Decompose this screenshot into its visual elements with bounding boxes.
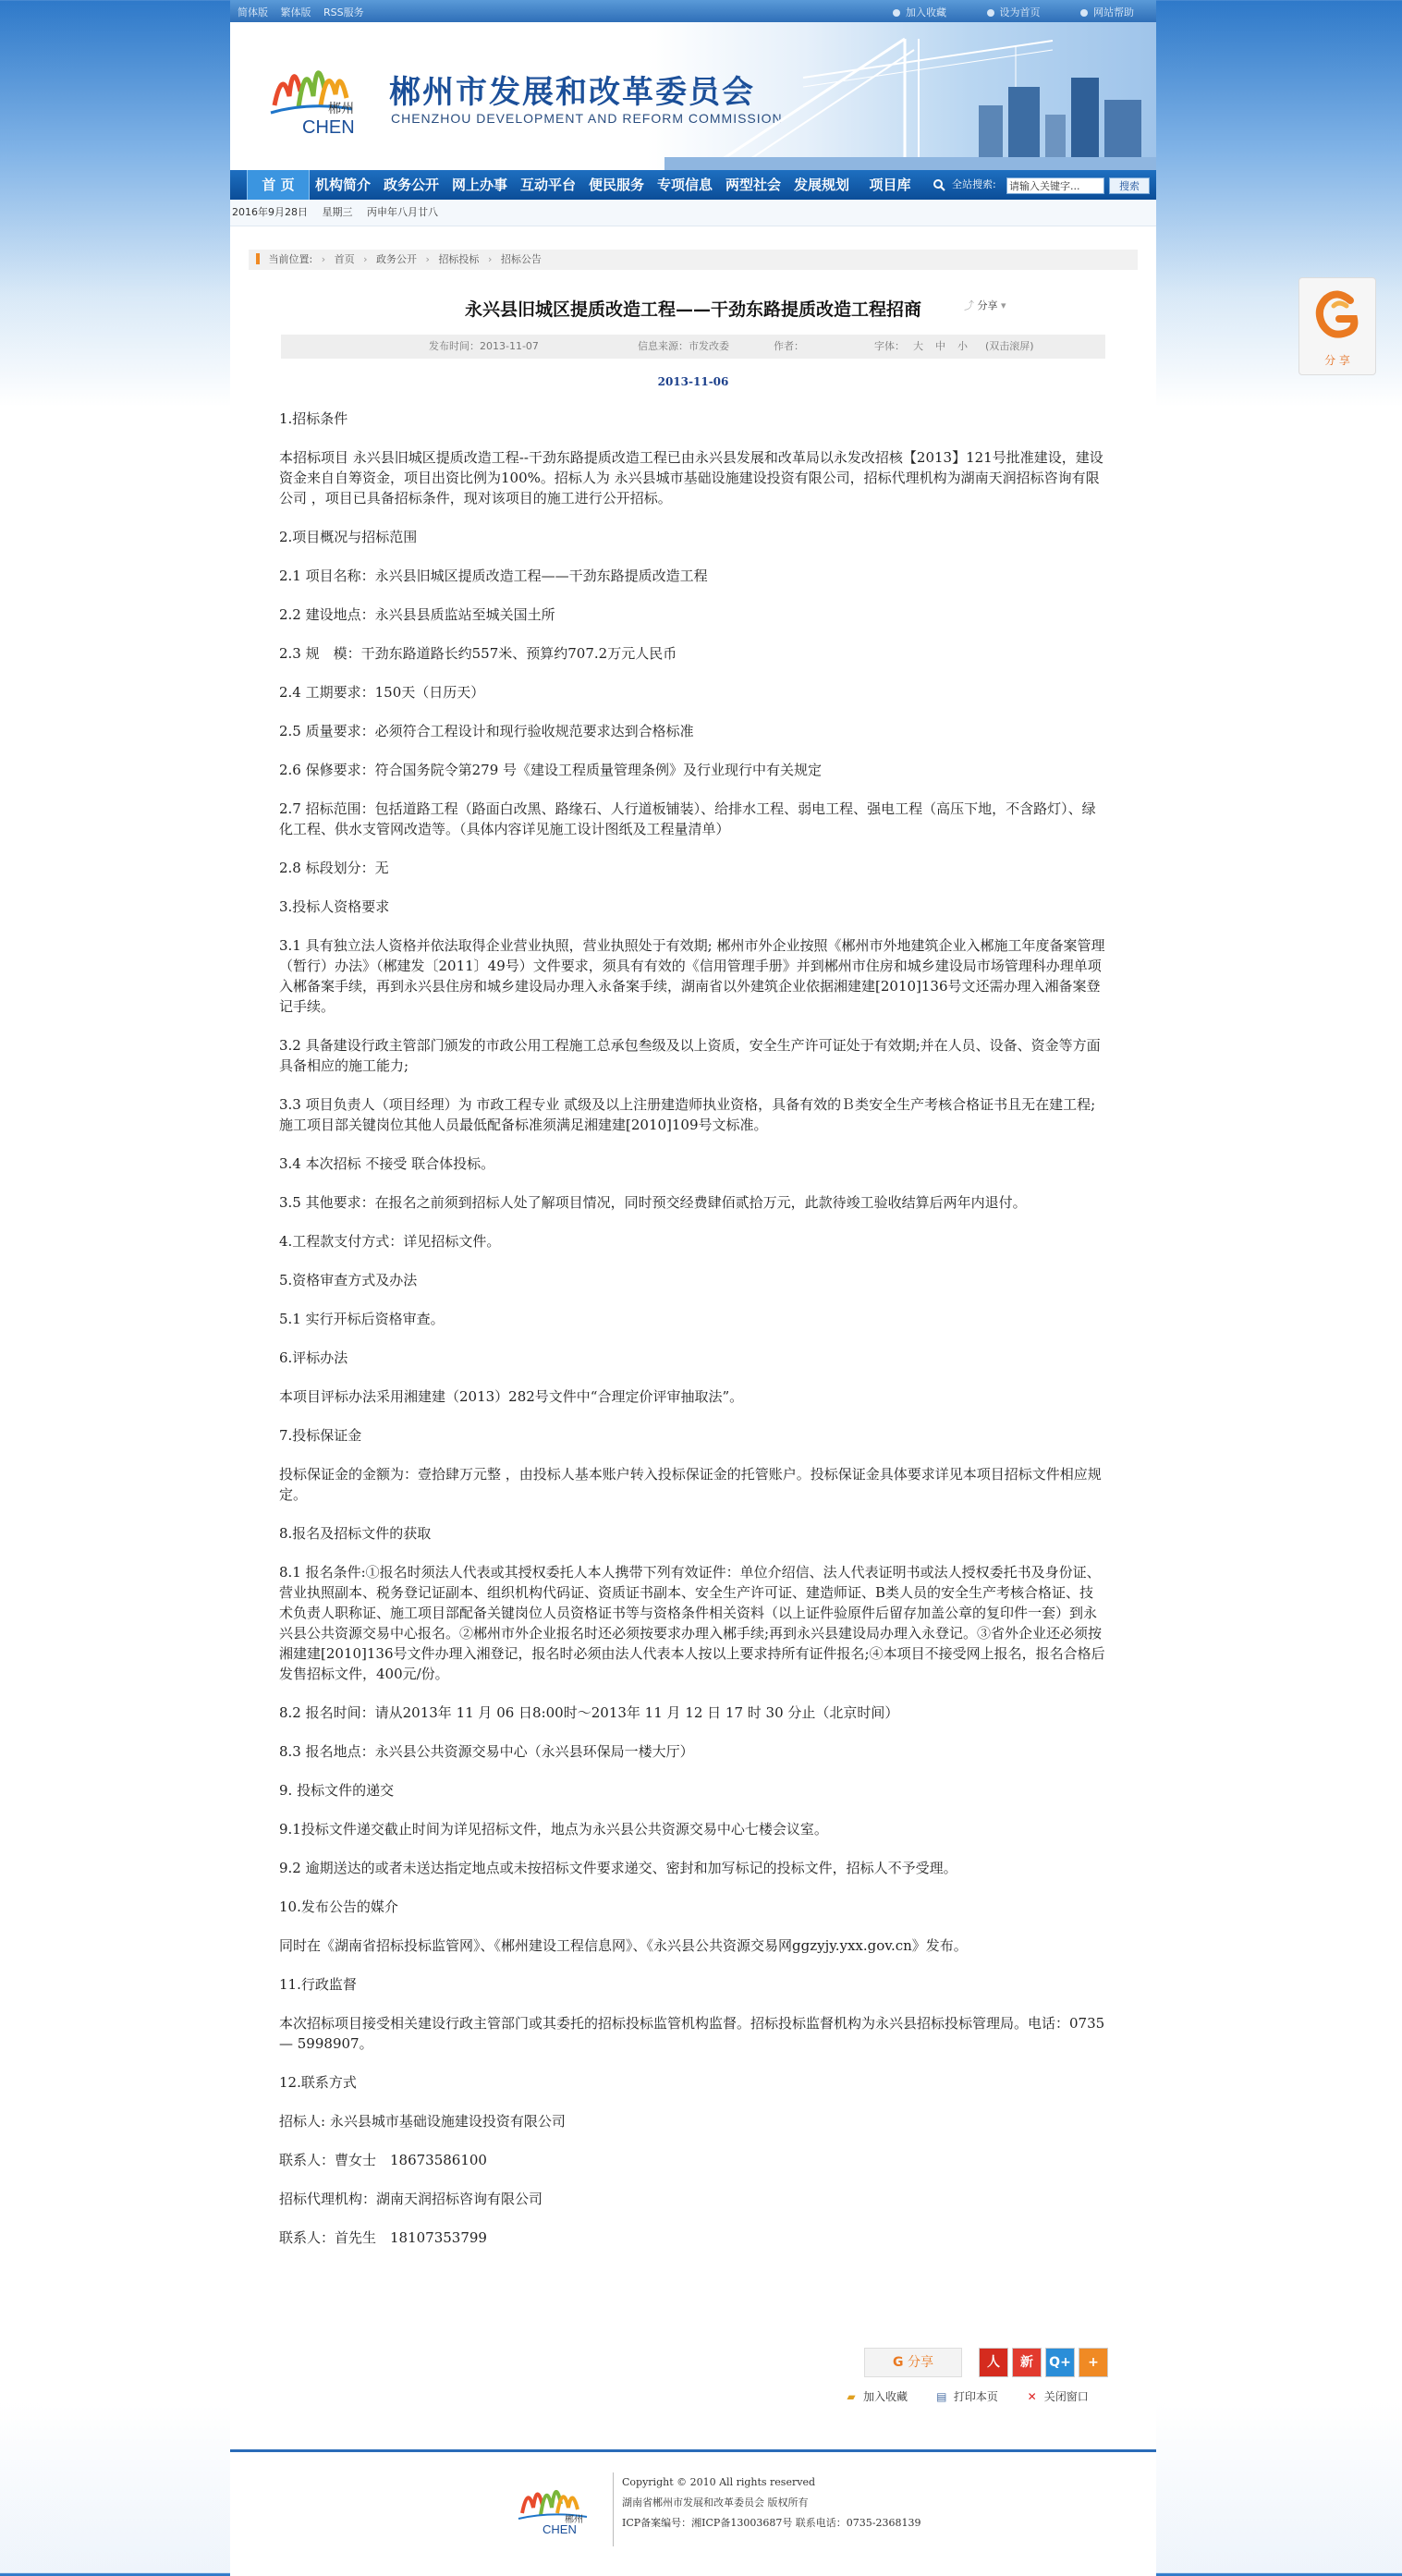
breadcrumb-separator: ›: [425, 253, 430, 265]
date-bar: [230, 200, 1156, 226]
article-paragraph: 9. 投标文件的递交: [279, 1782, 395, 1799]
print-button[interactable]: ▤ 打印本页: [936, 2390, 998, 2403]
lunar-date: 丙申年八月廿八: [367, 206, 438, 218]
share-more-icon[interactable]: +: [1079, 2348, 1108, 2377]
add-favorite-button[interactable]: ▰ 加入收藏: [845, 2390, 908, 2403]
article-paragraph: 2.项目概况与招标范围: [279, 529, 418, 545]
article-paragraph: 3.5 其他要求：在报名之前须到招标人处了解项目情况，同时预交经费肆佰贰拾万元，此款待竣工验收结算后两年内退付。: [279, 1194, 1027, 1211]
dot-icon: [987, 9, 994, 17]
breadcrumb-separator: ›: [487, 253, 493, 265]
printer-icon: ▤: [936, 2390, 947, 2403]
topbar-left: [238, 5, 373, 19]
share-small-button[interactable]: [964, 298, 1006, 312]
article-date: 2013-11-06: [657, 375, 729, 388]
breadcrumb-gov-affairs[interactable]: 政务公开: [376, 253, 418, 265]
article-paragraph: 2.7 招标范围：包括道路工程（路面白改黑、路缘石、人行道板铺装）、给排水工程、弱电工程、强电工程（高压下地，不含路灯）、绿化工程、供水支管网改造等。（具体内容详见施工设计图纸及工程量清单）: [279, 800, 1096, 837]
nav-online-services[interactable]: 网上办事: [451, 177, 507, 193]
article-content: [279, 409, 1107, 2266]
footer-icp: ICP备案编号：湘ICP备13003687号 联系电话：0735-2368139: [622, 2517, 921, 2529]
article-paragraph: 2.2 建设地点：永兴县县质监站至城关国土所: [279, 606, 555, 623]
article-paragraph: 2.6 保修要求：符合国务院令第279 号《建设工程质量管理条例》及行业现行中有关规定: [279, 762, 823, 778]
page-tools: [845, 2388, 1113, 2404]
share-icon: ⤴: [964, 299, 974, 311]
article-paragraph: 本次招标项目接受相关建设行政主管部门或其委托的招标投标监管机构监督。招标投标监督机构为永兴县招标投标管理局。电话：0735 — 5998907。: [279, 2015, 1105, 2052]
author: 作者：: [774, 340, 804, 352]
font-size-medium[interactable]: 中: [935, 340, 945, 352]
footer-copyright: Copyright © 2010 All rights reserved: [622, 2476, 815, 2488]
article-paragraph: 8.2 报名时间：请从2013年 11 月 06 日8:00时～2013年 11 月 12 日 17 时 30 分止（北京时间）: [279, 1704, 899, 1721]
article-paragraph: 3.4 本次招标 不接受 联合体投标。: [279, 1155, 495, 1172]
article-paragraph: 投标保证金的金额为：壹拾肆万元整 ，由投标人基本账户转入投标保证金的托管账户。投标保证金具体要求详见本项目招标文件相应规定。: [279, 1466, 1102, 1503]
floating-share-button[interactable]: [1298, 277, 1376, 375]
main-nav: [230, 170, 1156, 200]
article-paragraph: 3.投标人资格要求: [279, 898, 390, 915]
article-paragraph: 2.5 质量要求：必须符合工程设计和现行验收规范要求达到合格标准: [279, 723, 694, 739]
footer-logo-subtext: CHEN: [543, 2522, 577, 2535]
font-size-small[interactable]: 小: [957, 340, 968, 352]
article-paragraph: 本招标项目 永兴县旧城区提质改造工程--干劲东路提质改造工程已由永兴县发展和改革局以永发改招核【2013】121号批准建设，建设资金来自自筹资金，项目出资比例为100%。招标人为 永兴县城市基础设施建设投资有限公司，招标代理机构为湖南天润招标咨询有限公司 ，项目已具备招标条件，现对该项目的施工进行公开招标。: [279, 449, 1103, 507]
nav-two-type-society[interactable]: 两型社会: [725, 177, 781, 193]
article-paragraph: 招标代理机构：湖南天润招标咨询有限公司: [279, 2191, 543, 2207]
breadcrumb: [249, 250, 1138, 270]
share-button[interactable]: [864, 2348, 962, 2377]
breadcrumb-marker-icon: [256, 253, 260, 264]
folder-icon: ▰: [847, 2390, 856, 2403]
crane-skyline-illustration: [664, 22, 1156, 170]
banner: [230, 22, 1156, 170]
share-label: 分享: [907, 2355, 933, 2370]
article-paragraph: 12.联系方式: [279, 2074, 357, 2091]
font-size-large[interactable]: 大: [913, 340, 923, 352]
search-label: 全站搜索:: [952, 178, 996, 190]
article-paragraph: 8.报名及招标文件的获取: [279, 1525, 432, 1542]
article-paragraph: 2.4 工期要求：150天（日历天）: [279, 684, 485, 701]
footer-divider: [613, 2472, 614, 2546]
nav-about[interactable]: 机构简介: [314, 177, 371, 193]
close-window-button[interactable]: ✕ 关闭窗口: [1027, 2390, 1089, 2403]
breadcrumb-home[interactable]: 首页: [334, 253, 355, 265]
current-weekday: 星期三: [322, 206, 353, 218]
article-paragraph: 8.1 报名条件:①报名时须法人代表或其授权委托人本人携带下列有效证件：单位介绍信、法人代表证明书或法人授权委托书及身份证、营业执照副本、税务登记证副本、组织机构代码证、资质证书副本、安全生产许可证、建造师证、B类人员的安全生产考核合格证、技术负责人职称证、施工项目部配备关键岗位人员资格证书等与资格条件相关资料（以上证件验原件后留存加盖公章的复印件一套）到永兴县公共资源交易中心报名。②郴州市外企业报名时还必须按要求办理入郴手续;再到永兴县建设局办理入永登记。③省外企业还必须按湘建建[2010]136号文件办理入湘登记，报名时必须由法人代表本人按以上要求持所有证件报名;④本项目不接受网上报名，报名合格后发售招标文件，400元/份。: [279, 1564, 1105, 1682]
site-subtitle: CHENZHOU DEVELOPMENT AND REFORM COMMISSION: [391, 111, 783, 126]
breadcrumb-bid-notice[interactable]: 招标公告: [500, 253, 542, 265]
breadcrumb-label: 当前位置:: [268, 253, 313, 265]
article-paragraph: 1.招标条件: [279, 410, 348, 427]
article-title: 永兴县旧城区提质改造工程——干劲东路提质改造工程招商: [464, 299, 921, 320]
article-paragraph: 10.发布公告的媒介: [279, 1898, 398, 1915]
footer: [230, 2449, 1156, 2576]
article-paragraph: 招标人: 永兴县城市基础设施建设投资有限公司: [279, 2113, 566, 2130]
page: [230, 0, 1156, 2573]
close-icon: ✕: [1027, 2390, 1037, 2403]
dot-icon: [1080, 9, 1088, 17]
nav-public-services[interactable]: 便民服务: [588, 177, 644, 193]
search-button[interactable]: 搜索: [1109, 177, 1150, 194]
article-paragraph: 6.评标办法: [279, 1349, 348, 1366]
search-icon: [933, 178, 945, 191]
share-weibo-icon[interactable]: 新: [1012, 2348, 1042, 2377]
article-paragraph: 5.1 实行开标后资格审查。: [279, 1311, 445, 1327]
footer-logo: [515, 2471, 592, 2535]
rss-link[interactable]: RSS服务: [323, 6, 364, 18]
logo-text: 郴州: [328, 102, 354, 116]
simplified-link[interactable]: 简体版: [238, 6, 268, 18]
share-logo-icon: [1313, 287, 1361, 343]
font-size-label: 字体：: [874, 340, 905, 352]
site-help-link[interactable]: 网站帮助: [1080, 6, 1134, 18]
nav-project-library[interactable]: 项目库: [869, 177, 911, 193]
share-toolbar: [864, 2348, 1110, 2379]
breadcrumb-bidding[interactable]: 招标投标: [438, 253, 480, 265]
set-homepage-link[interactable]: 设为首页: [987, 6, 1041, 18]
breadcrumb-separator: ›: [321, 253, 326, 265]
nav-planning[interactable]: 发展规划: [793, 177, 849, 193]
chevron-down-icon: ▾: [1001, 299, 1006, 311]
publish-time: 发布时间：2013-11-07: [429, 340, 539, 352]
article-paragraph: 联系人：首先生 18107353799: [279, 2229, 487, 2246]
article-paragraph: 联系人：曹女士 18673586100: [279, 2152, 487, 2168]
top-bar: [230, 0, 1156, 22]
nav-interaction[interactable]: 互动平台: [519, 177, 576, 193]
info-source: 信息来源：市发改委: [638, 340, 729, 352]
article-meta: [281, 335, 1105, 359]
article-paragraph: 同时在《湖南省招标投标监管网》、《郴州建设工程信息网》、《永兴县公共资源交易网ggzyjy.yxx.gov.cn》发布。: [279, 1937, 968, 1954]
footer-text: [622, 2472, 921, 2533]
add-favorite-link[interactable]: 加入收藏: [893, 6, 946, 18]
footer-org: 湖南省郴州市发展和改革委员会 版权所有: [622, 2497, 809, 2509]
article-paragraph: 4.工程款支付方式：详见招标文件。: [279, 1233, 501, 1250]
nav-gov-affairs[interactable]: 政务公开: [383, 177, 439, 193]
article-paragraph: 7.投标保证金: [279, 1427, 362, 1444]
dblclick-scroll-hint: (双击滚屏): [985, 340, 1034, 352]
site-title: 郴州市发展和改革委员会: [389, 74, 755, 111]
article-paragraph: 9.1投标文件递交截止时间为详见招标文件，地点为永兴县公共资源交易中心七楼会议室。: [279, 1821, 828, 1837]
article-paragraph: 本项目评标办法采用湘建建（2013）282号文件中“合理定价评审抽取法”。: [279, 1388, 744, 1405]
article-paragraph: 11.行政监督: [279, 1976, 357, 1993]
breadcrumb-separator: ›: [363, 253, 368, 265]
article-paragraph: 9.2 逾期送达的或者未送达指定地点或未按招标文件要求递交、密封和加写标记的投标文件，招标人不予受理。: [279, 1860, 957, 1876]
article-paragraph: 3.2 具备建设行政主管部门颁发的市政公用工程施工总承包叁级及以上资质，安全生产许可证处于有效期;并在人员、设备、资金等方面具备相应的施工能力;: [279, 1037, 1101, 1074]
share-logo-icon: G: [893, 2355, 904, 2370]
search-input[interactable]: [1006, 177, 1104, 194]
traditional-link[interactable]: 繁体版: [280, 6, 311, 18]
article-paragraph: 2.1 项目名称：永兴县旧城区提质改造工程——干劲东路提质改造工程: [279, 568, 708, 584]
article-paragraph: 2.8 标段划分：无: [279, 860, 389, 876]
chenzhou-logo: [263, 41, 365, 142]
dot-icon: [893, 9, 900, 17]
nav-home[interactable]: 首 页: [247, 170, 310, 200]
share-renren-icon[interactable]: 人: [979, 2348, 1008, 2377]
article-paragraph: 3.3 项目负责人（项目经理）为 市政工程专业 贰级及以上注册建造师执业资格，具备有效的Ｂ类安全生产考核合格证书且无在建工程; 施工项目部关键岗位其他人员最低配备标准须满足湘建建[2010]109号文标准。: [279, 1096, 1096, 1133]
topbar-right: [856, 5, 1134, 19]
article-paragraph: 8.3 报名地点：永兴县公共资源交易中心（永兴县环保局一楼大厅）: [279, 1743, 694, 1760]
footer-logo-text: 郴州: [565, 2515, 583, 2525]
share-small-label: 分享: [977, 299, 998, 311]
article-paragraph: 2.3 规 模：干劲东路道路长约557米、预算约707.2万元人民币: [279, 645, 677, 662]
nav-special-info[interactable]: 专项信息: [656, 177, 713, 193]
article-paragraph: 5.资格审查方式及办法: [279, 1272, 418, 1288]
current-date: 2016年9月28日: [232, 206, 308, 218]
share-qzone-icon[interactable]: Q+: [1045, 2348, 1075, 2377]
logo-subtext: CHEN: [302, 117, 355, 138]
article-paragraph: 3.1 具有独立法人资格并依法取得企业营业执照，营业执照处于有效期; 郴州市外企业按照《郴州市外地建筑企业入郴施工年度备案管理（暂行）办法》（郴建发〔2011〕49号）文件要求，须具有有效的《信用管理手册》并到郴州市住房和城乡建设局市场管理科办理单项入郴备案手续，再到永兴县住房和城乡建设局办理入永备案手续，湖南省以外建筑企业依据湘建建[2010]136号文还需办理入湘备案登记手续。: [279, 937, 1105, 1015]
floating-share-label: 分 享: [1324, 354, 1350, 367]
